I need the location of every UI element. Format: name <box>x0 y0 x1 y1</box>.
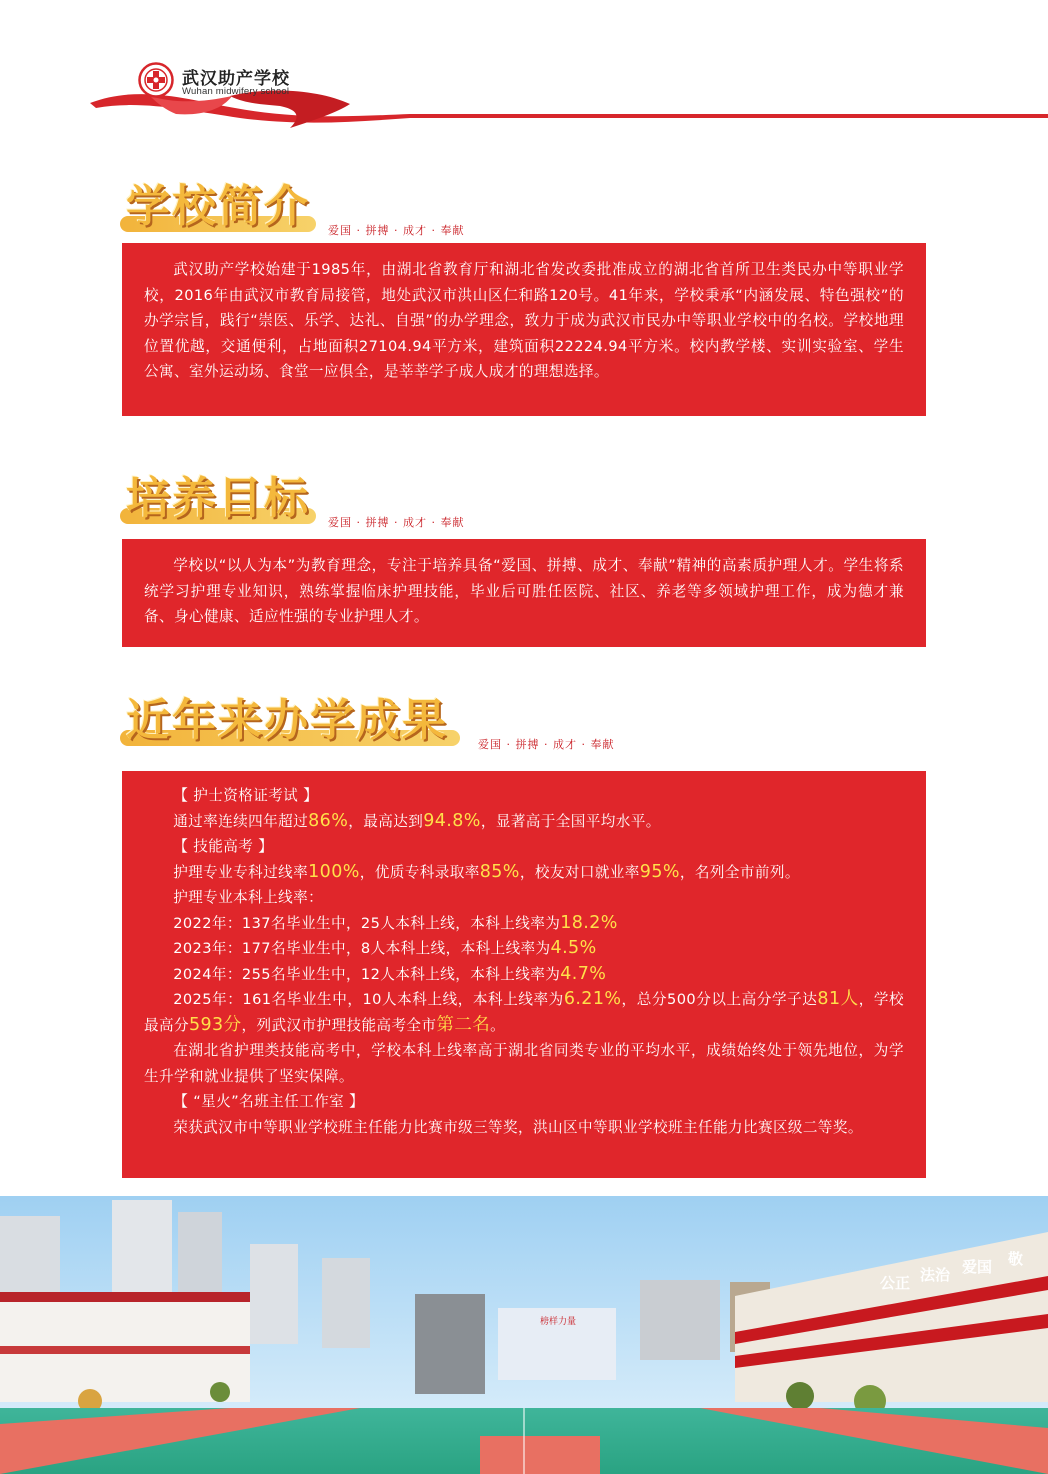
rate-2023-value: 4.5% <box>550 938 597 958</box>
admission-rate-value: 85% <box>479 861 520 882</box>
goal-paragraph: 学校以“以人为本”为教育理念，专注于培养具备“爱国、拼搏、成才、奉献”精神的高素质护理人才。学生将系统学习护理专业知识，熟练掌握临床护理技能，毕业后可胜任医院、社区、养老等多领域护理工作，成为德才兼备、身心健康、适应性强的专业护理人才。 <box>144 557 904 625</box>
year-2023-line: 2023年：177名毕业生中，8人本科上线，本科上线率为4.5% <box>173 938 597 958</box>
results-title: 近年来办学成果 <box>126 695 448 746</box>
goal-motto: 爱国 · 拼搏 · 成才 · 奉献 <box>328 516 465 529</box>
nurse-exam-line: 通过率连续四年超过86%，最高达到94.8%，显著高于全国平均水平。 <box>173 810 661 831</box>
studio-paragraph: 荣获武汉市中等职业学校班主任能力比赛市级三等奖，洪山区中等职业学校班主任能力比赛区级二等奖。 <box>173 1118 863 1136</box>
pass-rate-value: 86% <box>308 810 349 831</box>
results-motto: 爱国 · 拼搏 · 成才 · 奉献 <box>478 738 615 751</box>
rate-2024-value: 4.7% <box>560 963 607 984</box>
school-name: 武汉助产学校 <box>182 69 290 89</box>
school-emblem-icon <box>138 62 174 98</box>
city-rank-value: 第二名 <box>436 1014 491 1035</box>
board-title: 榜样力量 <box>540 1317 577 1327</box>
school-name-english: Wuhan midwifery school <box>182 86 290 97</box>
rate-2022-value: 18.2% <box>560 912 618 933</box>
campus-photo <box>0 1196 1048 1474</box>
nurse-exam-heading: 【 护士资格证考试 】 <box>173 787 319 804</box>
intro-title: 学校简介 <box>126 181 310 232</box>
banner-4: 敬 <box>1008 1250 1024 1268</box>
rate-2025-value: 6.21% <box>563 989 622 1009</box>
results-text-box <box>122 771 926 1178</box>
skills-summary-paragraph: 在湖北省护理类技能高考中，学校本科上线率高于湖北省同类专业的平均水平，成绩始终处于领先地位，为学生升学和就业提供了坚实保障。 <box>144 1042 904 1085</box>
skills-exam-heading: 【 技能高考 】 <box>173 838 274 855</box>
goal-title: 培养目标 <box>126 473 310 524</box>
page-header <box>0 0 1048 140</box>
section-title-intro <box>120 168 500 238</box>
banner-2: 法治 <box>920 1266 951 1284</box>
banner-3: 爱国 <box>962 1258 993 1276</box>
skills-exam-line: 护理专业专科过线率100%，优质专科录取率85%，校友对口就业率95%，名列全市前列。 <box>173 861 800 882</box>
year-2025-paragraph: 2025年：161名毕业生中，10人本科上线，本科上线率为6.21%，总分500分以上高分学子达81人，学校最高分593分，列武汉市护理技能高考全市第二名。 <box>144 989 904 1035</box>
intro-text-box <box>122 243 926 416</box>
max-pass-rate-value: 94.8% <box>423 810 481 831</box>
intro-motto: 爱国 · 拼搏 · 成才 · 奉献 <box>328 224 465 237</box>
banner-1: 公正 <box>880 1274 911 1292</box>
intro-paragraph: 武汉助产学校始建于1985年，由湖北省教育厅和湖北省发改委批准成立的湖北省首所卫生类民办中等职业学校，2016年由武汉市教育局接管，地处武汉市洪山区仁和路120号。41年来，学校秉承“内涵发展、特色强校”的办学宗旨，践行“崇医、乐学、达礼、自强”的办学理念，致力于成为武汉市民办中等职业学校中的名校。学校地理位置优越，交通便利，占地面积27104.94平方米，建筑面积22224.94平方米。校内教学楼、实训实验室、学生公寓、室外运动场、食堂一应俱全，是莘莘学子成人成才的理想选择。 <box>144 261 904 380</box>
studio-heading: 【 “星火”名班主任工作室 】 <box>173 1093 365 1110</box>
undergrad-heading: 护理专业本科上线率： <box>173 889 324 906</box>
top-score-value: 593分 <box>188 1014 242 1035</box>
high-score-count-value: 81人 <box>817 989 859 1009</box>
employment-rate-value: 95% <box>639 861 680 882</box>
college-pass-rate-value: 100% <box>308 861 360 882</box>
year-2022-line: 2022年：137名毕业生中，25人本科上线，本科上线率为18.2% <box>173 912 618 933</box>
year-2024-line: 2024年：255名毕业生中，12人本科上线，本科上线率为4.7% <box>173 963 607 984</box>
goal-text-box <box>122 539 926 647</box>
section-title-results <box>120 682 640 752</box>
section-title-goal <box>120 460 500 530</box>
